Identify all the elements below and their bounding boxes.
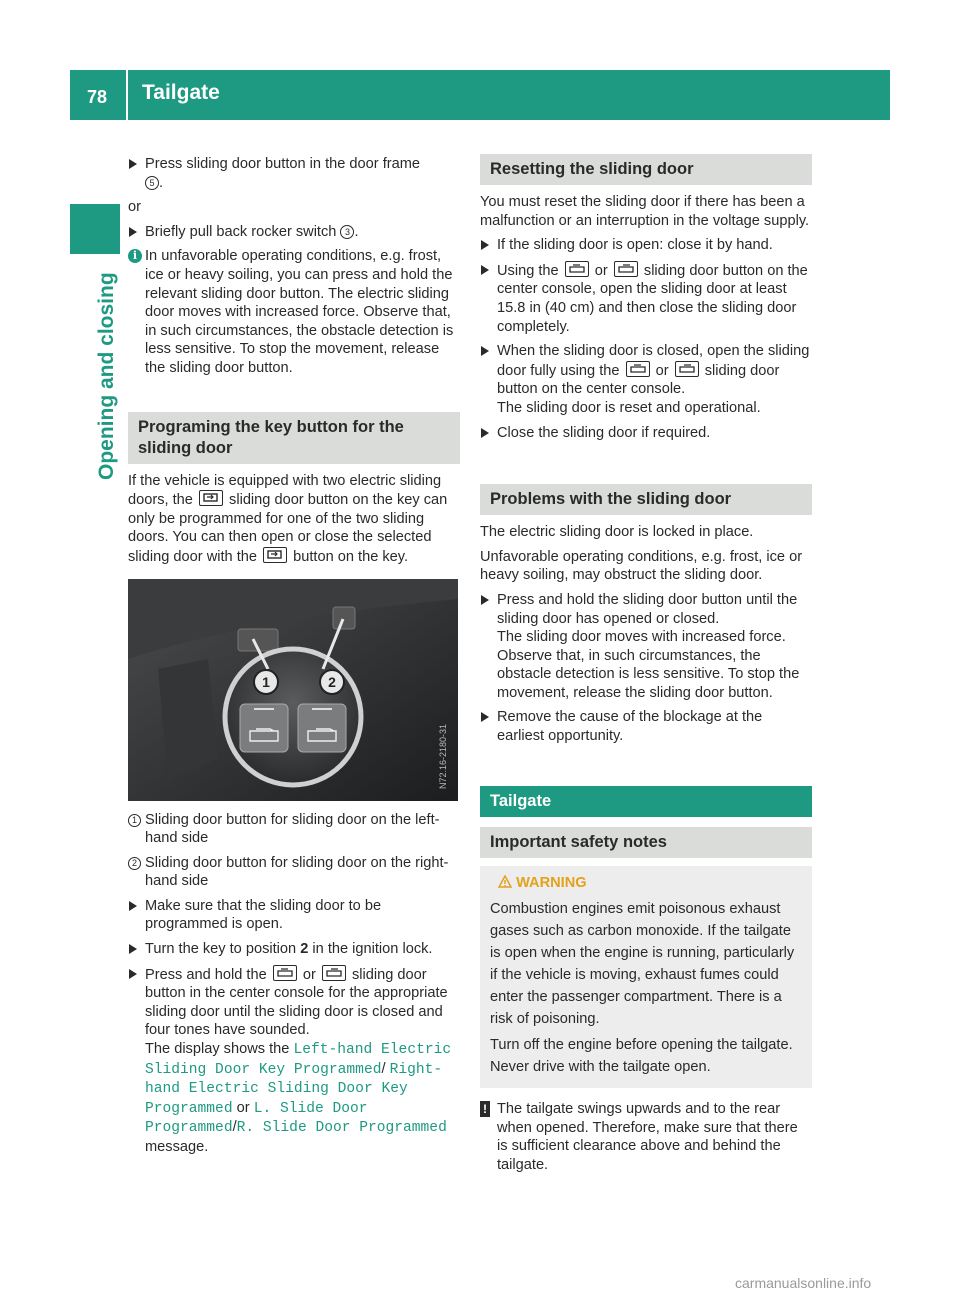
section-title-problems: Problems with the sliding door bbox=[480, 484, 812, 515]
watermark: carmanualsonline.info bbox=[735, 1275, 872, 1291]
warning-text-2: Turn off the engine before opening the tailgate. Never drive with the tailgate open. bbox=[490, 1037, 793, 1076]
page-title: Tailgate bbox=[142, 81, 220, 104]
legend-item-1: 1 Sliding door button for sliding door on the left-hand side bbox=[128, 811, 460, 848]
step-arrow-icon bbox=[481, 346, 489, 356]
display-message-left-programmed: Left-hand Electric Sliding Door Key Programmed bbox=[145, 1042, 452, 1078]
step-door-open: Make sure that the sliding door to be programmed is open. bbox=[128, 897, 460, 934]
center-console-figure bbox=[128, 579, 458, 801]
legend-item-2: 2 Sliding door button for sliding door on the right-hand side bbox=[128, 854, 460, 891]
right-sliding-door-button-icon bbox=[614, 261, 638, 277]
svg-text:2: 2 bbox=[328, 673, 336, 690]
warning-box bbox=[480, 866, 812, 1089]
left-sliding-door-button-icon bbox=[626, 361, 650, 377]
reset-step-close-if-required: Close the sliding door if required. bbox=[480, 424, 812, 443]
step-arrow-icon bbox=[129, 969, 137, 979]
right-sliding-door-button-icon bbox=[675, 361, 699, 377]
header-divider bbox=[126, 70, 128, 120]
section-title-programming: Programing the key button for the sliding door bbox=[128, 412, 460, 464]
side-tab-marker bbox=[70, 204, 120, 254]
section-title-tailgate: Tailgate bbox=[480, 786, 812, 817]
or-text: or bbox=[128, 199, 141, 216]
programming-intro: If the vehicle is equipped with two electric sliding doors, the sliding door button on the key can only be programmed for one of the two sliding doors. You can then open or close the selected sliding door with the button on the key. bbox=[128, 472, 448, 565]
section-title-resetting: Resetting the sliding door bbox=[480, 154, 812, 185]
display-message-r-slide-programmed: R. Slide Door Programmed bbox=[236, 1120, 447, 1137]
section-title-safety: Important safety notes bbox=[480, 827, 812, 858]
svg-text:1: 1 bbox=[262, 673, 270, 690]
reset-intro: You must reset the sliding door if there has been a malfunction or an interruption in the voltage supply. bbox=[480, 194, 810, 229]
step-turn-key: Turn the key to position 2 in the ignition lock. bbox=[128, 940, 460, 959]
warning-text-1: Combustion engines emit poisonous exhaust gases such as carbon monoxide. If the tailgate is open when the engine is running, particularly if the vehicle is moving, exhaust fumes could enter the passenger compartment. There is a risk of poisoning. bbox=[490, 901, 795, 1028]
problems-text-2: Unfavorable operating conditions, e.g. frost, ice or heavy soiling, may obstruct the sliding door. bbox=[480, 548, 803, 584]
display-message-l-slide-programmed: L. Slide Door Programmed bbox=[145, 1100, 368, 1137]
step-arrow-icon bbox=[129, 227, 137, 237]
step-arrow-icon bbox=[481, 595, 489, 605]
step-arrow-icon bbox=[481, 712, 489, 722]
step-press-hold-console-button: Press and hold the or sliding door button in the center console for the appropriate sliding door until the sliding door is closed and four tones have sounded. The display shows the Left-hand Electric Sliding Door Key Programmed/ Right-hand Electric Sliding Door Key Programmed or L. Slide Door Programmed/R. Slide Door Programmed message. bbox=[128, 965, 460, 1157]
step-arrow-icon bbox=[481, 240, 489, 250]
reset-step-open-close: Using the or sliding door button on the center console, open the sliding door at least 15.8 in (40 cm) and then close the sliding door completely. bbox=[480, 261, 812, 336]
reset-step-open-fully: When the sliding door is closed, open the sliding door fully using the or sliding door button on the center console. The sliding door is reset and operational. bbox=[480, 342, 812, 417]
right-sliding-door-button-icon bbox=[322, 965, 346, 981]
warning-triangle-icon bbox=[498, 875, 512, 888]
key-sliding-door-button-icon bbox=[263, 547, 287, 563]
info-note: i In unfavorable operating conditions, e.g. frost, ice or heavy soiling, you can press and hold the relevant sliding door button. The electric sliding door moves with increased force. Observe that, in such circumstances, the obstacle detection is less sensitive. To stop the movement, release the sliding door button. bbox=[128, 247, 460, 377]
page-number: 78 bbox=[86, 87, 108, 107]
svg-text:N72.16-2180-31: N72.16-2180-31 bbox=[438, 723, 448, 789]
problems-step-remove-cause: Remove the cause of the blockage at the earliest opportunity. bbox=[480, 708, 812, 745]
problems-step-press-hold: Press and hold the sliding door button until the sliding door has opened or closed. The sliding door moves with increased force. Observe that, in such circumstances, the obstacle detection is less sensitive. To stop the movement, release the sliding door button. bbox=[480, 591, 812, 703]
callout-5-icon: 5 bbox=[145, 176, 159, 190]
left-column bbox=[128, 155, 460, 1163]
reset-step-close: If the sliding door is open: close it by hand. bbox=[480, 236, 812, 255]
problems-text-1: The electric sliding door is locked in place. bbox=[480, 524, 754, 541]
step-rocker-switch: Briefly pull back rocker switch 3 . bbox=[128, 223, 460, 242]
info-icon: i bbox=[128, 249, 142, 263]
step-arrow-icon bbox=[129, 944, 137, 954]
step-arrow-icon bbox=[129, 901, 137, 911]
callout-3-icon: 3 bbox=[340, 225, 354, 239]
left-sliding-door-button-icon bbox=[565, 261, 589, 277]
step-arrow-icon bbox=[481, 265, 489, 275]
caution-note: ! The tailgate swings upwards and to the rear when opened. Therefore, make sure that there is sufficient clearance above and behind the tailgate. bbox=[480, 1100, 812, 1174]
step-arrow-icon bbox=[481, 428, 489, 438]
exclamation-icon: ! bbox=[480, 1101, 490, 1117]
left-sliding-door-button-icon bbox=[273, 965, 297, 981]
step-press-door-frame-button: Press sliding door button in the door frame 5 . bbox=[128, 155, 460, 192]
warning-heading: WARNING bbox=[498, 874, 802, 893]
step-arrow-icon bbox=[129, 159, 137, 169]
key-sliding-door-button-icon bbox=[199, 490, 223, 506]
right-column bbox=[480, 154, 812, 1181]
display-message-right-programmed: Right-hand Electric Sliding Door Key Programmed bbox=[145, 1061, 443, 1117]
